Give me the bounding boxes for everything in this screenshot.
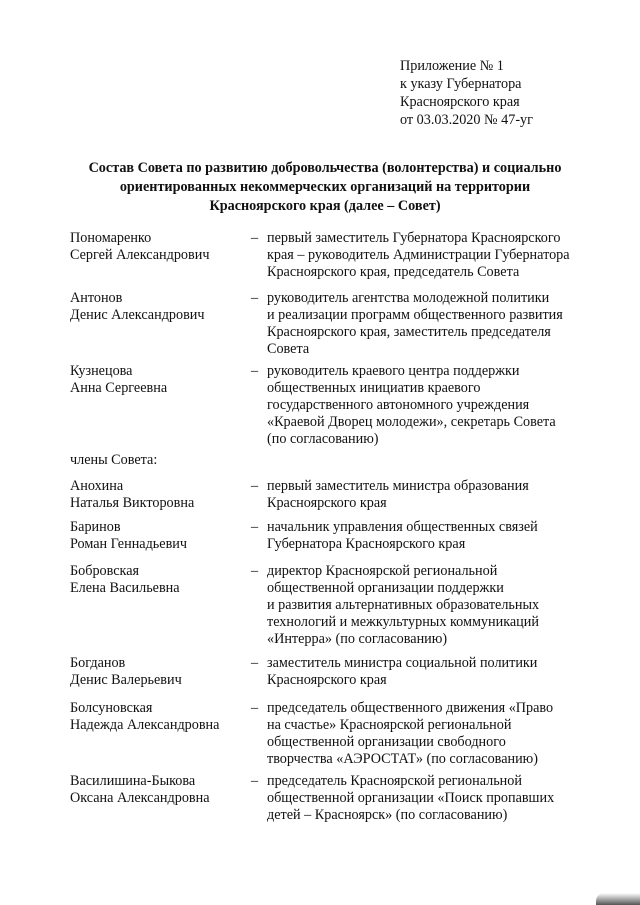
role-line: края – руководитель Администрации Губернатора — [267, 247, 570, 263]
dash-separator: – — [251, 773, 259, 789]
appendix-line: к указу Губернатора — [400, 76, 522, 92]
person-name — [70, 363, 250, 397]
role-line: технологий и межкультурных коммуникаций — [267, 614, 539, 630]
appendix-line: Приложение № 1 — [400, 58, 504, 74]
role-line: общественной организации поддержки — [267, 580, 504, 596]
dash-separator: – — [251, 563, 259, 579]
role-line: начальник управления общественных связей — [267, 519, 538, 535]
role-line: общественной организации свободного — [267, 734, 506, 750]
title-line: Состав Совета по развитию добровольчества (волонтерства) и социально — [88, 160, 562, 176]
person-role — [267, 290, 597, 358]
role-line: общественных инициатив краевого — [267, 380, 481, 396]
dash-separator: – — [251, 290, 259, 306]
role-line: Красноярского края, заместитель председателя — [267, 324, 551, 340]
role-line: заместитель министра социальной политики — [267, 655, 538, 671]
person-name — [70, 563, 250, 597]
surname: Василишина-Быкова — [70, 773, 196, 789]
person-role — [267, 655, 597, 689]
role-line: (по согласованию) — [267, 431, 379, 447]
role-line: руководитель агентства молодежной политики — [267, 290, 550, 306]
title-line: ориентированных некоммерческих организаций на территории — [119, 179, 531, 195]
role-line: и реализации программ общественного развития — [267, 307, 563, 323]
surname: Баринов — [70, 519, 121, 535]
role-line: и развития альтернативных образовательных — [267, 597, 540, 613]
role-line: Совета — [267, 341, 310, 357]
appendix-reference — [400, 57, 533, 129]
person-name — [70, 773, 250, 807]
role-line: руководитель краевого центра поддержки — [267, 363, 520, 379]
members-heading: члены Совета: — [70, 452, 158, 468]
role-line: общественной организации «Поиск пропавших — [267, 790, 555, 806]
dash-separator: – — [251, 655, 259, 671]
role-line: Губернатора Красноярского края — [267, 536, 466, 552]
surname: Пономаренко — [70, 230, 152, 246]
person-role — [267, 700, 597, 768]
person-role — [267, 563, 597, 648]
dash-separator: – — [251, 363, 259, 379]
person-role — [267, 773, 597, 824]
surname: Анохина — [70, 478, 124, 494]
role-line: первый заместитель Губернатора Красноярского — [267, 230, 561, 246]
dash-separator: – — [251, 478, 259, 494]
dash-separator: – — [251, 700, 259, 716]
person-role — [267, 519, 597, 553]
role-line: творчества «АЭРОСТАТ» (по согласованию) — [267, 751, 539, 767]
scan-edge-shadow — [596, 893, 640, 905]
dash-separator: – — [251, 230, 259, 246]
appendix-line: Красноярского края — [400, 94, 520, 110]
person-role — [267, 230, 597, 281]
surname: Антонов — [70, 290, 123, 306]
role-line: детей – Красноярск» (по согласованию) — [267, 807, 508, 823]
document-title — [60, 159, 590, 216]
person-name — [70, 478, 250, 512]
given-names: Наталья Викторовна — [70, 495, 195, 511]
role-line: «Краевой Дворец молодежи», секретарь Совета — [267, 414, 556, 430]
title-line: Красноярского края (далее – Совет) — [209, 198, 441, 214]
given-names: Оксана Александровна — [70, 790, 210, 806]
given-names: Денис Валерьевич — [70, 672, 182, 688]
given-names: Елена Васильевна — [70, 580, 180, 596]
person-name — [70, 655, 250, 689]
given-names: Надежда Александровна — [70, 717, 220, 733]
person-name — [70, 230, 250, 264]
role-line: директор Красноярской региональной — [267, 563, 498, 579]
person-role — [267, 478, 597, 512]
appendix-line: от 03.03.2020 № 47-уг — [400, 112, 533, 128]
role-line: Красноярского края — [267, 672, 387, 688]
role-line: председатель общественного движения «Право — [267, 700, 554, 716]
role-line: на счастье» Красноярской региональной — [267, 717, 512, 733]
dash-separator: – — [251, 519, 259, 535]
given-names: Денис Александрович — [70, 307, 205, 323]
role-line: первый заместитель министра образования — [267, 478, 529, 494]
surname: Болсуновская — [70, 700, 153, 716]
given-names: Сергей Александрович — [70, 247, 210, 263]
person-name — [70, 700, 250, 734]
person-name — [70, 519, 250, 553]
person-role — [267, 363, 597, 448]
given-names: Анна Сергеевна — [70, 380, 168, 396]
surname: Бобровская — [70, 563, 140, 579]
role-line: Красноярского края, председатель Совета — [267, 264, 520, 280]
role-line: «Интерра» (по согласованию) — [267, 631, 448, 647]
role-line: государственного автономного учреждения — [267, 397, 530, 413]
surname: Кузнецова — [70, 363, 133, 379]
given-names: Роман Геннадьевич — [70, 536, 187, 552]
role-line: председатель Красноярской региональной — [267, 773, 522, 789]
person-name — [70, 290, 250, 324]
surname: Богданов — [70, 655, 126, 671]
role-line: Красноярского края — [267, 495, 387, 511]
